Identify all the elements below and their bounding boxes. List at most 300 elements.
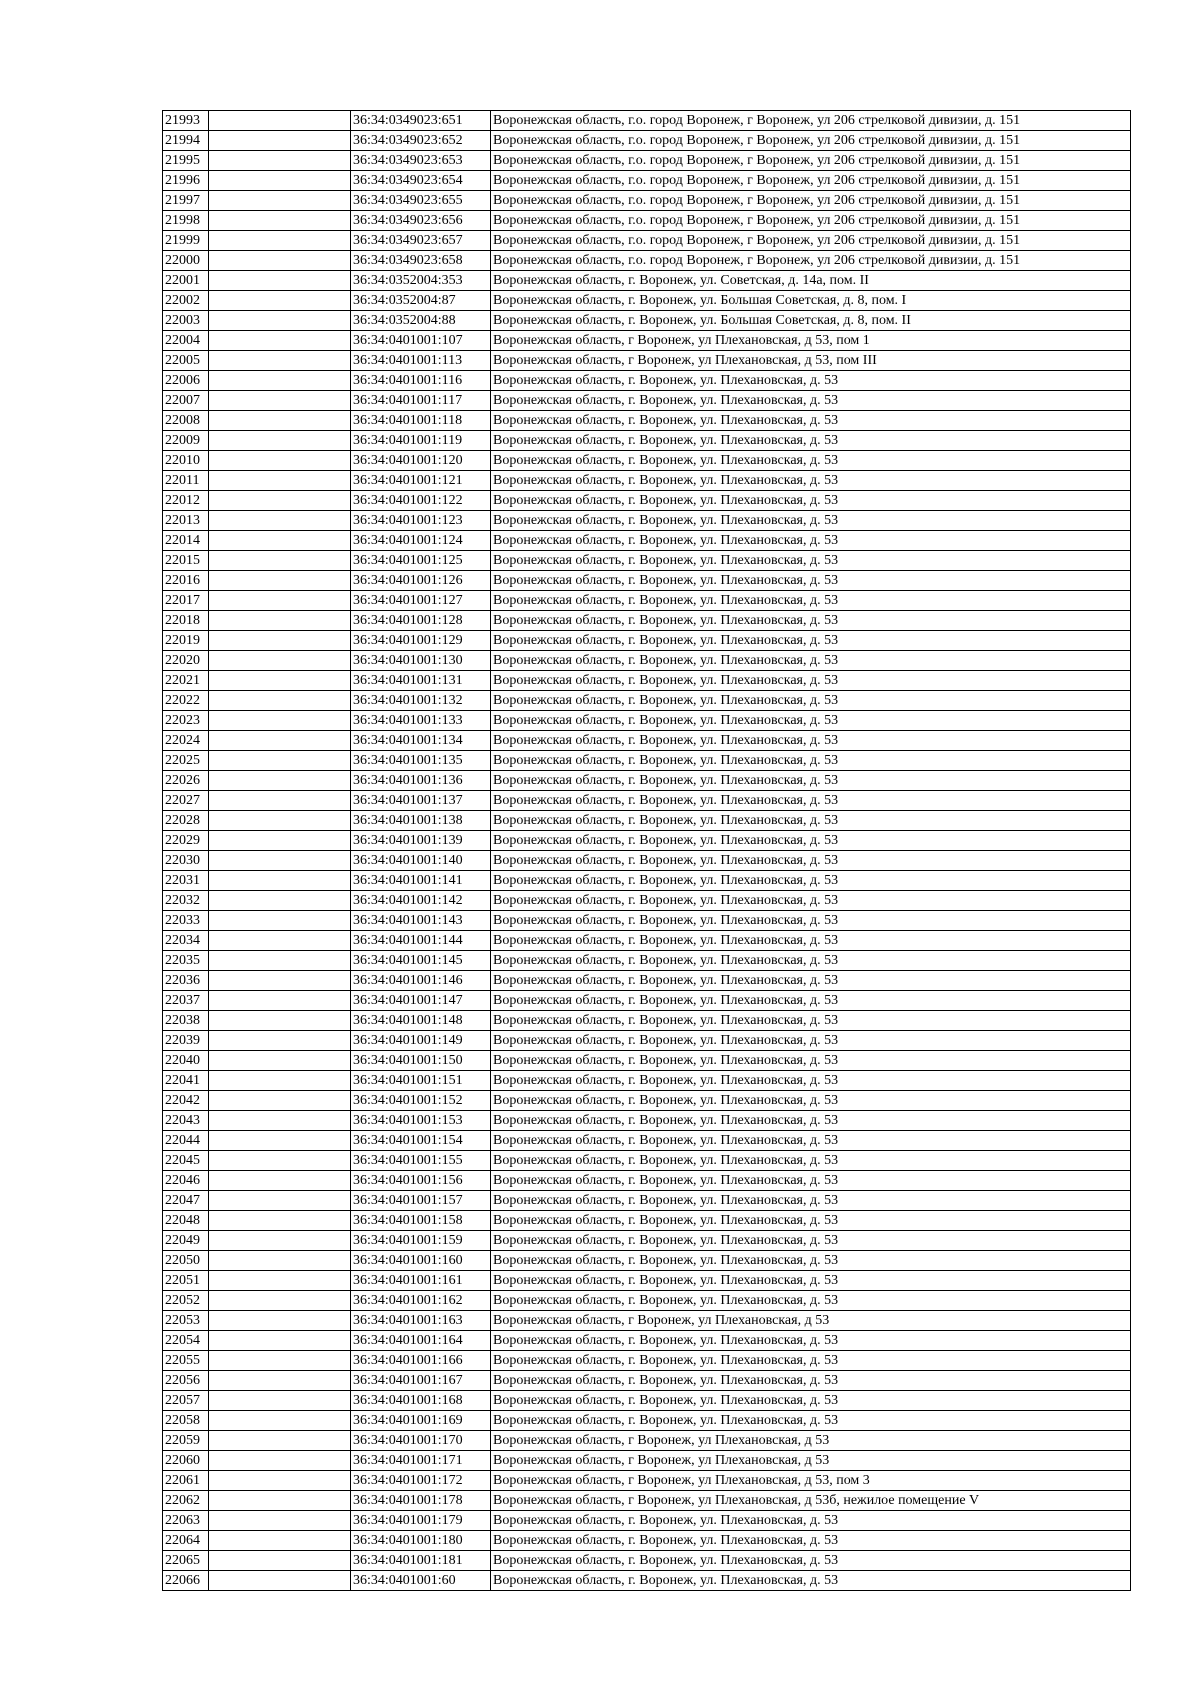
cadastral-number-cell: 36:34:0352004:87 xyxy=(351,291,491,311)
address-cell: Воронежская область, г. Воронеж, ул. Плехановская, д. 53 xyxy=(491,871,1131,891)
empty-cell xyxy=(209,1451,351,1471)
empty-cell xyxy=(209,691,351,711)
cadastral-number-cell: 36:34:0401001:134 xyxy=(351,731,491,751)
cadastral-number-cell: 36:34:0401001:119 xyxy=(351,431,491,451)
row-number-cell: 22047 xyxy=(163,1191,209,1211)
cadastral-number-cell: 36:34:0401001:166 xyxy=(351,1351,491,1371)
empty-cell xyxy=(209,151,351,171)
empty-cell xyxy=(209,291,351,311)
table-row xyxy=(163,811,1131,831)
cadastral-number-cell: 36:34:0401001:144 xyxy=(351,931,491,951)
property-table xyxy=(162,110,1131,1591)
address-cell: Воронежская область, г. Воронеж, ул. Плехановская, д. 53 xyxy=(491,1551,1131,1571)
address-cell: Воронежская область, г. Воронеж, ул. Плехановская, д. 53 xyxy=(491,471,1131,491)
address-cell: Воронежская область, г. Воронеж, ул. Плехановская, д. 53 xyxy=(491,651,1131,671)
table-row xyxy=(163,1191,1131,1211)
table-row xyxy=(163,531,1131,551)
address-cell: Воронежская область, г. Воронеж, ул. Плехановская, д. 53 xyxy=(491,631,1131,651)
table-row xyxy=(163,1391,1131,1411)
table-row xyxy=(163,611,1131,631)
row-number-cell: 22059 xyxy=(163,1431,209,1451)
row-number-cell: 22014 xyxy=(163,531,209,551)
address-cell: Воронежская область, г.о. город Воронеж, г Воронеж, ул 206 стрелковой дивизии, д. 151 xyxy=(491,131,1131,151)
cadastral-number-cell: 36:34:0401001:167 xyxy=(351,1371,491,1391)
cadastral-number-cell: 36:34:0401001:146 xyxy=(351,971,491,991)
row-number-cell: 22056 xyxy=(163,1371,209,1391)
cadastral-number-cell: 36:34:0401001:139 xyxy=(351,831,491,851)
address-cell: Воронежская область, г.о. город Воронеж, г Воронеж, ул 206 стрелковой дивизии, д. 151 xyxy=(491,251,1131,271)
address-cell: Воронежская область, г. Воронеж, ул. Плехановская, д. 53 xyxy=(491,1391,1131,1411)
table-row xyxy=(163,1351,1131,1371)
table-row xyxy=(163,831,1131,851)
row-number-cell: 22058 xyxy=(163,1411,209,1431)
cadastral-number-cell: 36:34:0401001:142 xyxy=(351,891,491,911)
row-number-cell: 22023 xyxy=(163,711,209,731)
table-row xyxy=(163,871,1131,891)
table-row xyxy=(163,451,1131,471)
row-number-cell: 21998 xyxy=(163,211,209,231)
empty-cell xyxy=(209,1131,351,1151)
address-cell: Воронежская область, г. Воронеж, ул. Плехановская, д. 53 xyxy=(491,771,1131,791)
empty-cell xyxy=(209,731,351,751)
table-row xyxy=(163,1491,1131,1511)
address-cell: Воронежская область, г. Воронеж, ул. Плехановская, д. 53 xyxy=(491,1151,1131,1171)
table-row xyxy=(163,651,1131,671)
empty-cell xyxy=(209,1211,351,1231)
empty-cell xyxy=(209,1411,351,1431)
table-row xyxy=(163,131,1131,151)
table-row xyxy=(163,1431,1131,1451)
table-row xyxy=(163,691,1131,711)
cadastral-number-cell: 36:34:0401001:133 xyxy=(351,711,491,731)
address-cell: Воронежская область, г. Воронеж, ул. Плехановская, д. 53 xyxy=(491,951,1131,971)
row-number-cell: 22007 xyxy=(163,391,209,411)
table-row xyxy=(163,1011,1131,1031)
cadastral-number-cell: 36:34:0349023:656 xyxy=(351,211,491,231)
empty-cell xyxy=(209,1311,351,1331)
address-cell: Воронежская область, г Воронеж, ул Плехановская, д 53, пом 3 xyxy=(491,1471,1131,1491)
table-row xyxy=(163,851,1131,871)
table-row xyxy=(163,271,1131,291)
empty-cell xyxy=(209,971,351,991)
address-cell: Воронежская область, г Воронеж, ул Плехановская, д 53 xyxy=(491,1431,1131,1451)
row-number-cell: 22025 xyxy=(163,751,209,771)
address-cell: Воронежская область, г. Воронеж, ул. Плехановская, д. 53 xyxy=(491,1031,1131,1051)
address-cell: Воронежская область, г. Воронеж, ул. Плехановская, д. 53 xyxy=(491,1231,1131,1251)
row-number-cell: 22045 xyxy=(163,1151,209,1171)
address-cell: Воронежская область, г Воронеж, ул Плехановская, д 53 xyxy=(491,1311,1131,1331)
empty-cell xyxy=(209,611,351,631)
empty-cell xyxy=(209,571,351,591)
cadastral-number-cell: 36:34:0401001:148 xyxy=(351,1011,491,1031)
table-row xyxy=(163,1451,1131,1471)
empty-cell xyxy=(209,891,351,911)
empty-cell xyxy=(209,231,351,251)
address-cell: Воронежская область, г. Воронеж, ул. Плехановская, д. 53 xyxy=(491,891,1131,911)
row-number-cell: 22008 xyxy=(163,411,209,431)
cadastral-number-cell: 36:34:0401001:155 xyxy=(351,1151,491,1171)
table-row xyxy=(163,1291,1131,1311)
address-cell: Воронежская область, г. Воронеж, ул. Большая Советская, д. 8, пом. II xyxy=(491,311,1131,331)
row-number-cell: 22055 xyxy=(163,1351,209,1371)
address-cell: Воронежская область, г. Воронеж, ул. Плехановская, д. 53 xyxy=(491,431,1131,451)
cadastral-number-cell: 36:34:0352004:88 xyxy=(351,311,491,331)
row-number-cell: 22042 xyxy=(163,1091,209,1111)
address-cell: Воронежская область, г. Воронеж, ул. Плехановская, д. 53 xyxy=(491,531,1131,551)
address-cell: Воронежская область, г.о. город Воронеж, г Воронеж, ул 206 стрелковой дивизии, д. 151 xyxy=(491,231,1131,251)
row-number-cell: 21997 xyxy=(163,191,209,211)
table-row xyxy=(163,491,1131,511)
row-number-cell: 22009 xyxy=(163,431,209,451)
row-number-cell: 22060 xyxy=(163,1451,209,1471)
address-cell: Воронежская область, г. Воронеж, ул. Плехановская, д. 53 xyxy=(491,1171,1131,1191)
cadastral-number-cell: 36:34:0401001:129 xyxy=(351,631,491,651)
empty-cell xyxy=(209,1231,351,1251)
address-cell: Воронежская область, г. Воронеж, ул. Плехановская, д. 53 xyxy=(491,731,1131,751)
address-cell: Воронежская область, г. Воронеж, ул. Плехановская, д. 53 xyxy=(491,591,1131,611)
empty-cell xyxy=(209,911,351,931)
cadastral-number-cell: 36:34:0401001:180 xyxy=(351,1531,491,1551)
address-cell: Воронежская область, г. Воронеж, ул. Плехановская, д. 53 xyxy=(491,751,1131,771)
address-cell: Воронежская область, г. Воронеж, ул. Плехановская, д. 53 xyxy=(491,671,1131,691)
row-number-cell: 22019 xyxy=(163,631,209,651)
table-row xyxy=(163,1091,1131,1111)
row-number-cell: 22003 xyxy=(163,311,209,331)
address-cell: Воронежская область, г. Воронеж, ул. Плехановская, д. 53 xyxy=(491,1511,1131,1531)
cadastral-number-cell: 36:34:0401001:121 xyxy=(351,471,491,491)
cadastral-number-cell: 36:34:0401001:153 xyxy=(351,1111,491,1131)
table-row xyxy=(163,1211,1131,1231)
cadastral-number-cell: 36:34:0401001:150 xyxy=(351,1051,491,1071)
address-cell: Воронежская область, г. Воронеж, ул. Плехановская, д. 53 xyxy=(491,711,1131,731)
table-row xyxy=(163,971,1131,991)
row-number-cell: 22029 xyxy=(163,831,209,851)
address-cell: Воронежская область, г. Воронеж, ул. Плехановская, д. 53 xyxy=(491,991,1131,1011)
address-cell: Воронежская область, г. Воронеж, ул. Плехановская, д. 53 xyxy=(491,511,1131,531)
table-row xyxy=(163,591,1131,611)
address-cell: Воронежская область, г. Воронеж, ул. Плехановская, д. 53 xyxy=(491,851,1131,871)
empty-cell xyxy=(209,951,351,971)
table-row xyxy=(163,1231,1131,1251)
empty-cell xyxy=(209,131,351,151)
empty-cell xyxy=(209,1251,351,1271)
table-row xyxy=(163,1371,1131,1391)
empty-cell xyxy=(209,1551,351,1571)
table-row xyxy=(163,311,1131,331)
address-cell: Воронежская область, г.о. город Воронеж, г Воронеж, ул 206 стрелковой дивизии, д. 151 xyxy=(491,151,1131,171)
address-cell: Воронежская область, г. Воронеж, ул. Плехановская, д. 53 xyxy=(491,411,1131,431)
row-number-cell: 22053 xyxy=(163,1311,209,1331)
row-number-cell: 22016 xyxy=(163,571,209,591)
empty-cell xyxy=(209,391,351,411)
row-number-cell: 22028 xyxy=(163,811,209,831)
address-cell: Воронежская область, г. Воронеж, ул. Плехановская, д. 53 xyxy=(491,1271,1131,1291)
row-number-cell: 21999 xyxy=(163,231,209,251)
row-number-cell: 21993 xyxy=(163,111,209,131)
address-cell: Воронежская область, г. Воронеж, ул. Плехановская, д. 53 xyxy=(491,611,1131,631)
address-cell: Воронежская область, г. Воронеж, ул. Плехановская, д. 53 xyxy=(491,1531,1131,1551)
row-number-cell: 22034 xyxy=(163,931,209,951)
table-row xyxy=(163,951,1131,971)
row-number-cell: 22026 xyxy=(163,771,209,791)
empty-cell xyxy=(209,1151,351,1171)
address-cell: Воронежская область, г.о. город Воронеж, г Воронеж, ул 206 стрелковой дивизии, д. 151 xyxy=(491,191,1131,211)
address-cell: Воронежская область, г. Воронеж, ул. Плехановская, д. 53 xyxy=(491,1071,1131,1091)
empty-cell xyxy=(209,551,351,571)
cadastral-number-cell: 36:34:0401001:116 xyxy=(351,371,491,391)
row-number-cell: 22010 xyxy=(163,451,209,471)
empty-cell xyxy=(209,491,351,511)
row-number-cell: 22000 xyxy=(163,251,209,271)
empty-cell xyxy=(209,711,351,731)
row-number-cell: 22057 xyxy=(163,1391,209,1411)
empty-cell xyxy=(209,1471,351,1491)
row-number-cell: 22032 xyxy=(163,891,209,911)
empty-cell xyxy=(209,931,351,951)
row-number-cell: 22066 xyxy=(163,1571,209,1591)
empty-cell xyxy=(209,851,351,871)
empty-cell xyxy=(209,311,351,331)
cadastral-number-cell: 36:34:0401001:164 xyxy=(351,1331,491,1351)
table-row xyxy=(163,631,1131,651)
empty-cell xyxy=(209,431,351,451)
table-row xyxy=(163,511,1131,531)
cadastral-number-cell: 36:34:0401001:118 xyxy=(351,411,491,431)
row-number-cell: 22030 xyxy=(163,851,209,871)
row-number-cell: 22054 xyxy=(163,1331,209,1351)
cadastral-number-cell: 36:34:0401001:136 xyxy=(351,771,491,791)
table-row xyxy=(163,991,1131,1011)
row-number-cell: 22061 xyxy=(163,1471,209,1491)
empty-cell xyxy=(209,651,351,671)
empty-cell xyxy=(209,771,351,791)
cadastral-number-cell: 36:34:0401001:171 xyxy=(351,1451,491,1471)
row-number-cell: 22031 xyxy=(163,871,209,891)
empty-cell xyxy=(209,411,351,431)
cadastral-number-cell: 36:34:0401001:145 xyxy=(351,951,491,971)
row-number-cell: 22006 xyxy=(163,371,209,391)
empty-cell xyxy=(209,1031,351,1051)
empty-cell xyxy=(209,1291,351,1311)
row-number-cell: 22018 xyxy=(163,611,209,631)
address-cell: Воронежская область, г.о. город Воронеж, г Воронеж, ул 206 стрелковой дивизии, д. 151 xyxy=(491,211,1131,231)
table-row xyxy=(163,1151,1131,1171)
cadastral-number-cell: 36:34:0401001:132 xyxy=(351,691,491,711)
table-row xyxy=(163,1251,1131,1271)
cadastral-number-cell: 36:34:0401001:126 xyxy=(351,571,491,591)
row-number-cell: 22017 xyxy=(163,591,209,611)
row-number-cell: 22039 xyxy=(163,1031,209,1051)
cadastral-number-cell: 36:34:0401001:60 xyxy=(351,1571,491,1591)
empty-cell xyxy=(209,211,351,231)
row-number-cell: 22063 xyxy=(163,1511,209,1531)
row-number-cell: 22011 xyxy=(163,471,209,491)
empty-cell xyxy=(209,1171,351,1191)
cadastral-number-cell: 36:34:0401001:161 xyxy=(351,1271,491,1291)
table-row xyxy=(163,111,1131,131)
row-number-cell: 22037 xyxy=(163,991,209,1011)
empty-cell xyxy=(209,1491,351,1511)
empty-cell xyxy=(209,191,351,211)
row-number-cell: 22044 xyxy=(163,1131,209,1151)
cadastral-number-cell: 36:34:0349023:654 xyxy=(351,171,491,191)
address-cell: Воронежская область, г. Воронеж, ул. Плехановская, д. 53 xyxy=(491,1571,1131,1591)
row-number-cell: 22015 xyxy=(163,551,209,571)
row-number-cell: 22033 xyxy=(163,911,209,931)
row-number-cell: 22046 xyxy=(163,1171,209,1191)
cadastral-number-cell: 36:34:0401001:135 xyxy=(351,751,491,771)
table-row xyxy=(163,711,1131,731)
address-cell: Воронежская область, г. Воронеж, ул. Плехановская, д. 53 xyxy=(491,1351,1131,1371)
table-row xyxy=(163,1331,1131,1351)
address-cell: Воронежская область, г. Воронеж, ул. Плехановская, д. 53 xyxy=(491,451,1131,471)
address-cell: Воронежская область, г. Воронеж, ул. Плехановская, д. 53 xyxy=(491,811,1131,831)
address-cell: Воронежская область, г. Воронеж, ул. Советская, д. 14а, пом. II xyxy=(491,271,1131,291)
address-cell: Воронежская область, г Воронеж, ул Плехановская, д 53б, нежилое помещение V xyxy=(491,1491,1131,1511)
cadastral-number-cell: 36:34:0401001:147 xyxy=(351,991,491,1011)
empty-cell xyxy=(209,811,351,831)
row-number-cell: 22027 xyxy=(163,791,209,811)
cadastral-number-cell: 36:34:0349023:655 xyxy=(351,191,491,211)
table-row xyxy=(163,371,1131,391)
row-number-cell: 22052 xyxy=(163,1291,209,1311)
cadastral-number-cell: 36:34:0401001:143 xyxy=(351,911,491,931)
empty-cell xyxy=(209,1111,351,1131)
address-cell: Воронежская область, г. Воронеж, ул. Плехановская, д. 53 xyxy=(491,391,1131,411)
property-table-body xyxy=(163,111,1131,1591)
cadastral-number-cell: 36:34:0401001:162 xyxy=(351,1291,491,1311)
cadastral-number-cell: 36:34:0401001:131 xyxy=(351,671,491,691)
row-number-cell: 22043 xyxy=(163,1111,209,1131)
empty-cell xyxy=(209,631,351,651)
table-row xyxy=(163,1131,1131,1151)
empty-cell xyxy=(209,1191,351,1211)
table-row xyxy=(163,231,1131,251)
address-cell: Воронежская область, г. Воронеж, ул. Плехановская, д. 53 xyxy=(491,1191,1131,1211)
row-number-cell: 22013 xyxy=(163,511,209,531)
empty-cell xyxy=(209,671,351,691)
table-row xyxy=(163,151,1131,171)
address-cell: Воронежская область, г. Воронеж, ул. Плехановская, д. 53 xyxy=(491,1251,1131,1271)
row-number-cell: 22050 xyxy=(163,1251,209,1271)
address-cell: Воронежская область, г. Воронеж, ул. Плехановская, д. 53 xyxy=(491,791,1131,811)
cadastral-number-cell: 36:34:0401001:141 xyxy=(351,871,491,891)
cadastral-number-cell: 36:34:0401001:128 xyxy=(351,611,491,631)
address-cell: Воронежская область, г. Воронеж, ул. Плехановская, д. 53 xyxy=(491,971,1131,991)
cadastral-number-cell: 36:34:0401001:124 xyxy=(351,531,491,551)
empty-cell xyxy=(209,871,351,891)
empty-cell xyxy=(209,1071,351,1091)
cadastral-number-cell: 36:34:0401001:169 xyxy=(351,1411,491,1431)
address-cell: Воронежская область, г. Воронеж, ул. Плехановская, д. 53 xyxy=(491,1371,1131,1391)
row-number-cell: 22024 xyxy=(163,731,209,751)
row-number-cell: 22048 xyxy=(163,1211,209,1231)
table-row xyxy=(163,171,1131,191)
row-number-cell: 22040 xyxy=(163,1051,209,1071)
table-row xyxy=(163,791,1131,811)
table-row xyxy=(163,671,1131,691)
table-row xyxy=(163,551,1131,571)
empty-cell xyxy=(209,1391,351,1411)
row-number-cell: 22065 xyxy=(163,1551,209,1571)
row-number-cell: 22002 xyxy=(163,291,209,311)
row-number-cell: 22035 xyxy=(163,951,209,971)
cadastral-number-cell: 36:34:0352004:353 xyxy=(351,271,491,291)
empty-cell xyxy=(209,1351,351,1371)
table-row xyxy=(163,1271,1131,1291)
empty-cell xyxy=(209,591,351,611)
row-number-cell: 22020 xyxy=(163,651,209,671)
cadastral-number-cell: 36:34:0401001:170 xyxy=(351,1431,491,1451)
cadastral-number-cell: 36:34:0349023:652 xyxy=(351,131,491,151)
empty-cell xyxy=(209,251,351,271)
empty-cell xyxy=(209,791,351,811)
address-cell: Воронежская область, г Воронеж, ул Плехановская, д 53, пом III xyxy=(491,351,1131,371)
cadastral-number-cell: 36:34:0401001:138 xyxy=(351,811,491,831)
cadastral-number-cell: 36:34:0401001:113 xyxy=(351,351,491,371)
address-cell: Воронежская область, г.о. город Воронеж, г Воронеж, ул 206 стрелковой дивизии, д. 151 xyxy=(491,111,1131,131)
table-row xyxy=(163,731,1131,751)
table-row xyxy=(163,1311,1131,1331)
empty-cell xyxy=(209,471,351,491)
empty-cell xyxy=(209,331,351,351)
empty-cell xyxy=(209,1271,351,1291)
empty-cell xyxy=(209,271,351,291)
address-cell: Воронежская область, г. Воронеж, ул. Плехановская, д. 53 xyxy=(491,551,1131,571)
cadastral-number-cell: 36:34:0401001:181 xyxy=(351,1551,491,1571)
empty-cell xyxy=(209,1091,351,1111)
address-cell: Воронежская область, г. Воронеж, ул. Плехановская, д. 53 xyxy=(491,911,1131,931)
cadastral-number-cell: 36:34:0401001:158 xyxy=(351,1211,491,1231)
cadastral-number-cell: 36:34:0401001:156 xyxy=(351,1171,491,1191)
address-cell: Воронежская область, г. Воронеж, ул. Плехановская, д. 53 xyxy=(491,1211,1131,1231)
table-row xyxy=(163,571,1131,591)
cadastral-number-cell: 36:34:0401001:157 xyxy=(351,1191,491,1211)
row-number-cell: 22004 xyxy=(163,331,209,351)
cadastral-number-cell: 36:34:0401001:163 xyxy=(351,1311,491,1331)
row-number-cell: 22021 xyxy=(163,671,209,691)
row-number-cell: 22049 xyxy=(163,1231,209,1251)
table-row xyxy=(163,1471,1131,1491)
row-number-cell: 22062 xyxy=(163,1491,209,1511)
table-row xyxy=(163,891,1131,911)
empty-cell xyxy=(209,371,351,391)
row-number-cell: 22051 xyxy=(163,1271,209,1291)
cadastral-number-cell: 36:34:0401001:160 xyxy=(351,1251,491,1271)
cadastral-number-cell: 36:34:0401001:152 xyxy=(351,1091,491,1111)
table-row xyxy=(163,1551,1131,1571)
table-row xyxy=(163,471,1131,491)
cadastral-number-cell: 36:34:0401001:127 xyxy=(351,591,491,611)
row-number-cell: 22012 xyxy=(163,491,209,511)
address-cell: Воронежская область, г. Воронеж, ул. Плехановская, д. 53 xyxy=(491,1051,1131,1071)
cadastral-number-cell: 36:34:0349023:658 xyxy=(351,251,491,271)
table-row xyxy=(163,351,1131,371)
table-row xyxy=(163,431,1131,451)
empty-cell xyxy=(209,991,351,1011)
address-cell: Воронежская область, г Воронеж, ул Плехановская, д 53, пом 1 xyxy=(491,331,1131,351)
address-cell: Воронежская область, г. Воронеж, ул. Плехановская, д. 53 xyxy=(491,1011,1131,1031)
row-number-cell: 21996 xyxy=(163,171,209,191)
cadastral-number-cell: 36:34:0401001:168 xyxy=(351,1391,491,1411)
table-row xyxy=(163,931,1131,951)
cadastral-number-cell: 36:34:0401001:122 xyxy=(351,491,491,511)
row-number-cell: 22064 xyxy=(163,1531,209,1551)
address-cell: Воронежская область, г. Воронеж, ул. Плехановская, д. 53 xyxy=(491,571,1131,591)
table-row xyxy=(163,1111,1131,1131)
address-cell: Воронежская область, г. Воронеж, ул. Плехановская, д. 53 xyxy=(491,371,1131,391)
empty-cell xyxy=(209,451,351,471)
